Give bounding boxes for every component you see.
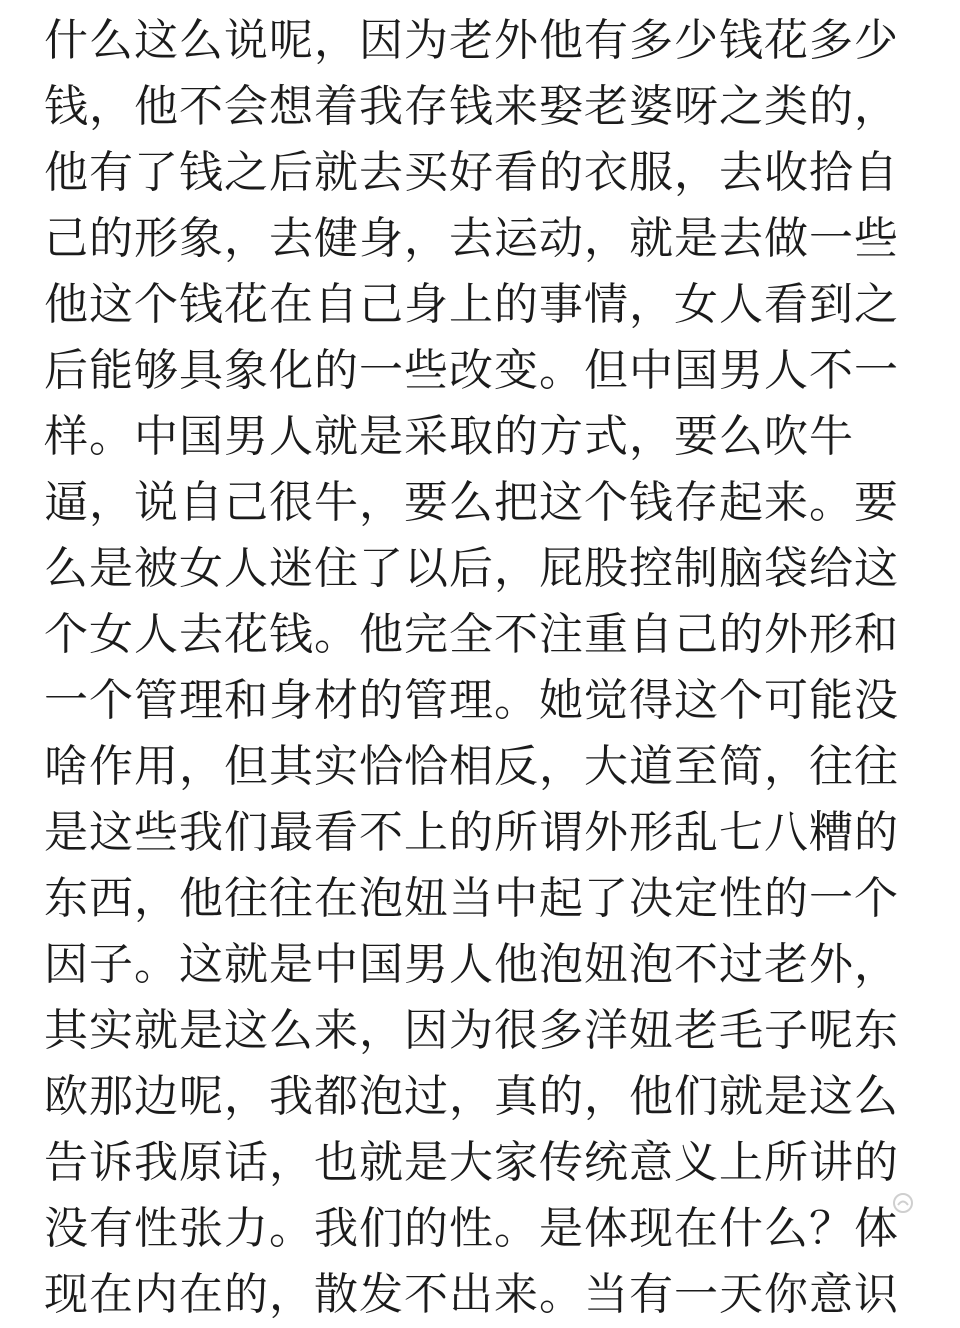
text-line: 逼，说自己很牛，要么把这个钱存起来。要 [44, 477, 899, 528]
text-line: 是这些我们最看不上的所谓外形乱七八糟的 [44, 807, 899, 858]
text-line: 个女人去花钱。他完全不注重自己的外形和 [44, 609, 899, 660]
text-line: 告诉我原话，也就是大家传统意义上所讲的 [44, 1137, 899, 1188]
text-line: 什么这么说呢，因为老外他有多少钱花多少 [44, 15, 899, 66]
text-line: 因子。这就是中国男人他泡妞泡不过老外， [44, 939, 899, 990]
text-line: 后能够具象化的一些改变。但中国男人不一 [44, 345, 899, 396]
text-line: 欧那边呢，我都泡过，真的，他们就是这么 [44, 1071, 899, 1122]
text-line: 东西，他往往在泡妞当中起了决定性的一个 [44, 873, 899, 924]
article-body [44, 0, 924, 1328]
text-line: 现在内在的，散发不出来。当有一天你意识 [44, 1269, 899, 1320]
text-line: 没有性张力。我们的性。是体现在什么？体 [44, 1203, 899, 1254]
text-line: 己的形象，去健身，去运动，就是去做一些 [44, 213, 899, 264]
text-line: 钱，他不会想着我存钱来娶老婆呀之类的， [44, 81, 899, 132]
text-line: 啥作用，但其实恰恰相反，大道至简，往往 [44, 741, 899, 792]
text-line: 他这个钱花在自己身上的事情，女人看到之 [44, 279, 899, 330]
text-line: 样。中国男人就是采取的方式，要么吹牛 [44, 411, 854, 462]
text-line: 他有了钱之后就去买好看的衣服，去收拾自 [44, 147, 899, 198]
weibo-logo-icon [892, 1192, 914, 1214]
text-line: 么是被女人迷住了以后，屁股控制脑袋给这 [44, 543, 899, 594]
text-line: 一个管理和身材的管理。她觉得这个可能没 [44, 675, 899, 726]
text-line: 其实就是这么来，因为很多洋妞老毛子呢东 [44, 1005, 899, 1056]
